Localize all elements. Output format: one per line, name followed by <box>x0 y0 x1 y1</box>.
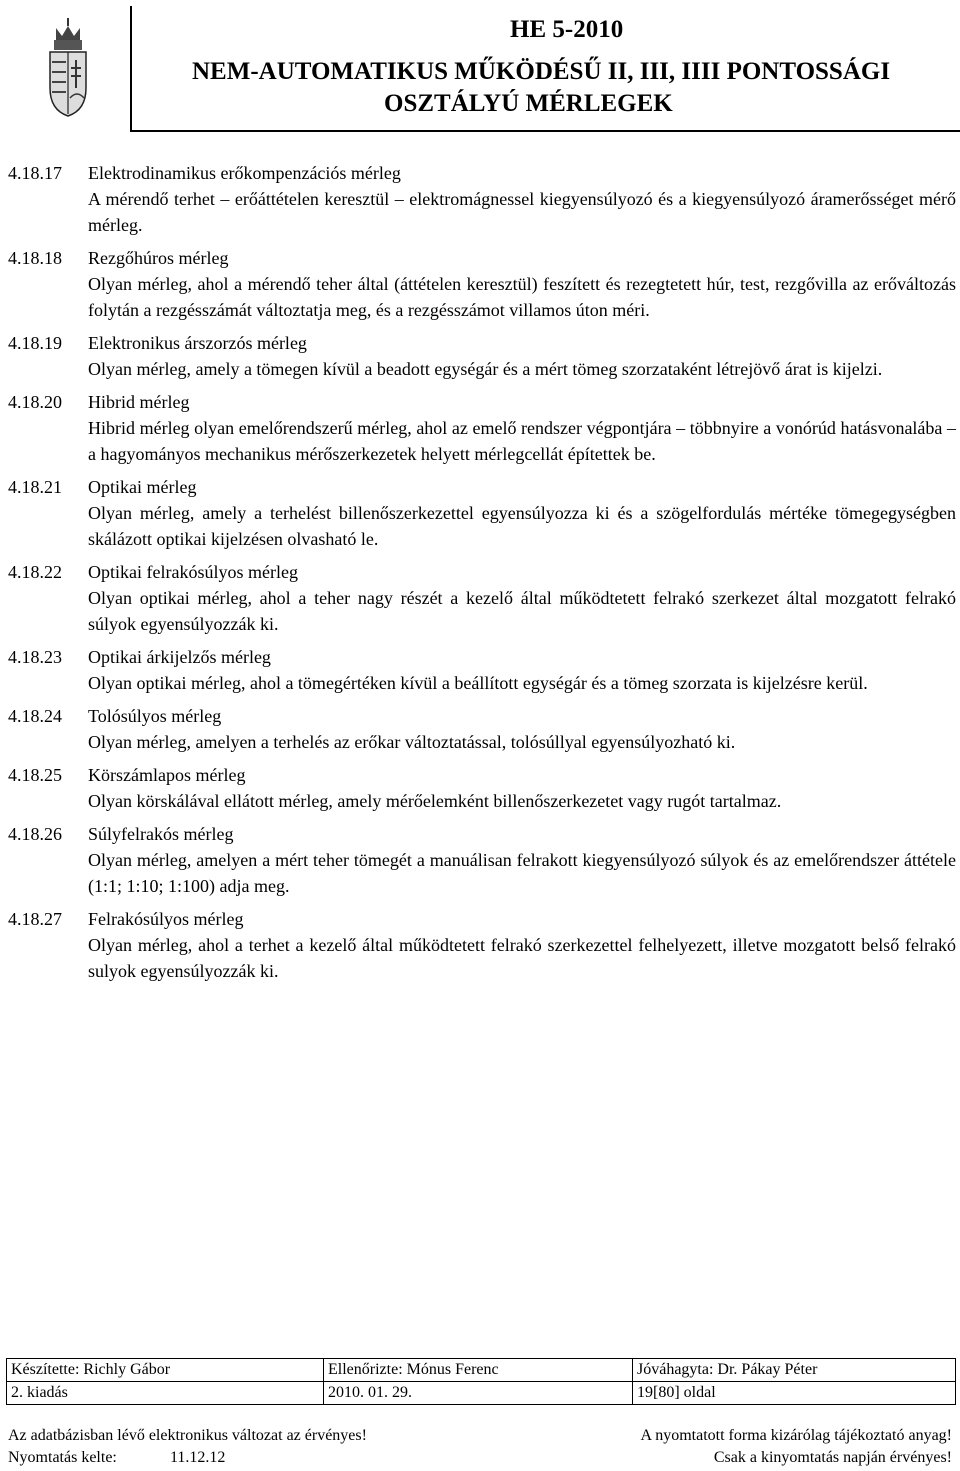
issue-date: 2010. 01. 29. <box>324 1382 633 1405</box>
crest-box <box>6 6 132 132</box>
hungarian-coat-of-arms-icon <box>46 18 90 118</box>
definition-entry <box>8 474 956 552</box>
entry-description: Olyan optikai mérleg, ahol a tömegértéken kívül a beállított egységár és a tömeg szorzata is kijelzésre kerül. <box>88 673 868 693</box>
entry-description: Olyan körskálával ellátott mérleg, amely mérőelemként billenőszerkezetet vagy rugót tartalmaz. <box>88 791 782 811</box>
entry-description: Olyan mérleg, amely a terhelést billenőszerkezettel egyensúlyozza ki és a szögelfordulás mértéke tömegegységben skálázott optikai kijelzésen olvasható le. <box>88 503 956 549</box>
entry-number: 4.18.18 <box>8 248 62 268</box>
definition-entry <box>8 762 956 814</box>
definitions-list <box>8 160 956 991</box>
definition-entry <box>8 559 956 637</box>
print-date-label: Nyomtatás kelte: <box>8 1449 117 1466</box>
entry-title: Elektrodinamikus erőkompenzációs mérleg <box>88 163 401 183</box>
definition-entry <box>8 330 956 382</box>
entry-number: 4.18.27 <box>8 909 62 929</box>
entry-title: Optikai felrakósúlyos mérleg <box>88 562 298 582</box>
entry-number: 4.18.19 <box>8 333 62 353</box>
entry-title: Súlyfelrakós mérleg <box>88 824 234 844</box>
edition: 2. kiadás <box>7 1382 324 1405</box>
entry-title: Optikai árkijelzős mérleg <box>88 647 271 667</box>
definition-entry <box>8 644 956 696</box>
entry-description: Olyan mérleg, amelyen a terhelés az erőkar változtatással, tolósúllyal egyensúlyozható ki. <box>88 732 736 752</box>
entry-description: Olyan mérleg, amelyen a mért teher tömegét a manuálisan felrakott kiegyensúlyozó súlyok és az emelőrendszer áttétele (1:1; 1:10; 1:100) adja meg. <box>88 850 956 896</box>
entry-title: Elektronikus árszorzós mérleg <box>88 333 307 353</box>
entry-number: 4.18.21 <box>8 477 62 497</box>
entry-title: Rezgőhúros mérleg <box>88 248 229 268</box>
approved-by: Jóváhagyta: Dr. Pákay Péter <box>633 1359 956 1382</box>
entry-number: 4.18.25 <box>8 765 62 785</box>
document-title-line2: OSZTÁLYÚ MÉRLEGEK <box>384 90 673 117</box>
prepared-by: Készítette: Richly Gábor <box>7 1359 324 1382</box>
entry-title: Felrakósúlyos mérleg <box>88 909 244 929</box>
definition-entry <box>8 245 956 323</box>
definition-entry <box>8 703 956 755</box>
entry-number: 4.18.22 <box>8 562 62 582</box>
entry-number: 4.18.23 <box>8 647 62 667</box>
header-divider <box>132 130 960 132</box>
page-number: 19[80] oldal <box>633 1382 956 1405</box>
validity-note: Csak a kinyomtatás napján érvényes! <box>713 1449 952 1466</box>
footer-table <box>6 1358 956 1405</box>
definition-entry <box>8 389 956 467</box>
footer-row <box>7 1382 956 1405</box>
entry-description: Olyan mérleg, ahol a mérendő teher által (áttételen keresztül) feszített és rezegtetett húr, test, rezgővilla az erőváltozás folytán a rezgésszámát változtatja meg, és a rezgésszámot villamos úton méri. <box>88 274 956 320</box>
printed-version-note: A nyomtatott forma kizárólag tájékoztató anyag! <box>640 1427 952 1444</box>
entry-description: Olyan mérleg, amely a tömegen kívül a beadott egységár és a mért tömeg szorzataként létrejövő árat is kijelzi. <box>88 359 883 379</box>
entry-description: Olyan optikai mérleg, ahol a teher nagy részét a kezelő által működtetett felrakó szerkezet által mozgatott felrakó súlyok egyensúlyozzák ki. <box>88 588 956 634</box>
print-date-value: 11.12.12 <box>170 1449 226 1466</box>
electronic-version-note: Az adatbázisban lévő elektronikus változat az érvényes! <box>8 1427 367 1444</box>
entry-description: A mérendő terhet – erőáttételen keresztül – elektromágnessel kiegyensúlyozó és a kiegyensúlyozó áramerősséget mérő mérleg. <box>88 189 956 235</box>
entry-title: Körszámlapos mérleg <box>88 765 246 785</box>
entry-description: Olyan mérleg, ahol a terhet a kezelő által működtetett felrakó szerkezettel felhelyezett, illetve mozgatott belső felrakó sulyok egyensúlyozzák ki. <box>88 935 956 981</box>
definition-entry <box>8 160 956 238</box>
footer-row <box>7 1359 956 1382</box>
checked-by: Ellenőrizte: Mónus Ferenc <box>324 1359 633 1382</box>
entry-number: 4.18.20 <box>8 392 62 412</box>
definition-entry <box>8 821 956 899</box>
page-header <box>0 0 960 133</box>
entry-number: 4.18.26 <box>8 824 62 844</box>
entry-title: Hibrid mérleg <box>88 392 190 412</box>
definition-entry <box>8 906 956 984</box>
document-code: HE 5-2010 <box>510 16 624 43</box>
entry-title: Tolósúlyos mérleg <box>88 706 222 726</box>
entry-description: Hibrid mérleg olyan emelőrendszerű mérleg, ahol az emelő rendszer végpontjára – többnyire a vonórúd hatásvonalába – a hagyományos mechanikus mérőszerkezetek helyett mérlegcellát építettek be. <box>88 418 956 464</box>
entry-title: Optikai mérleg <box>88 477 197 497</box>
entry-number: 4.18.17 <box>8 163 62 183</box>
entry-number: 4.18.24 <box>8 706 62 726</box>
document-title-line1: NEM-AUTOMATIKUS MŰKÖDÉSŰ II, III, IIII PONTOSSÁGI <box>192 58 891 85</box>
